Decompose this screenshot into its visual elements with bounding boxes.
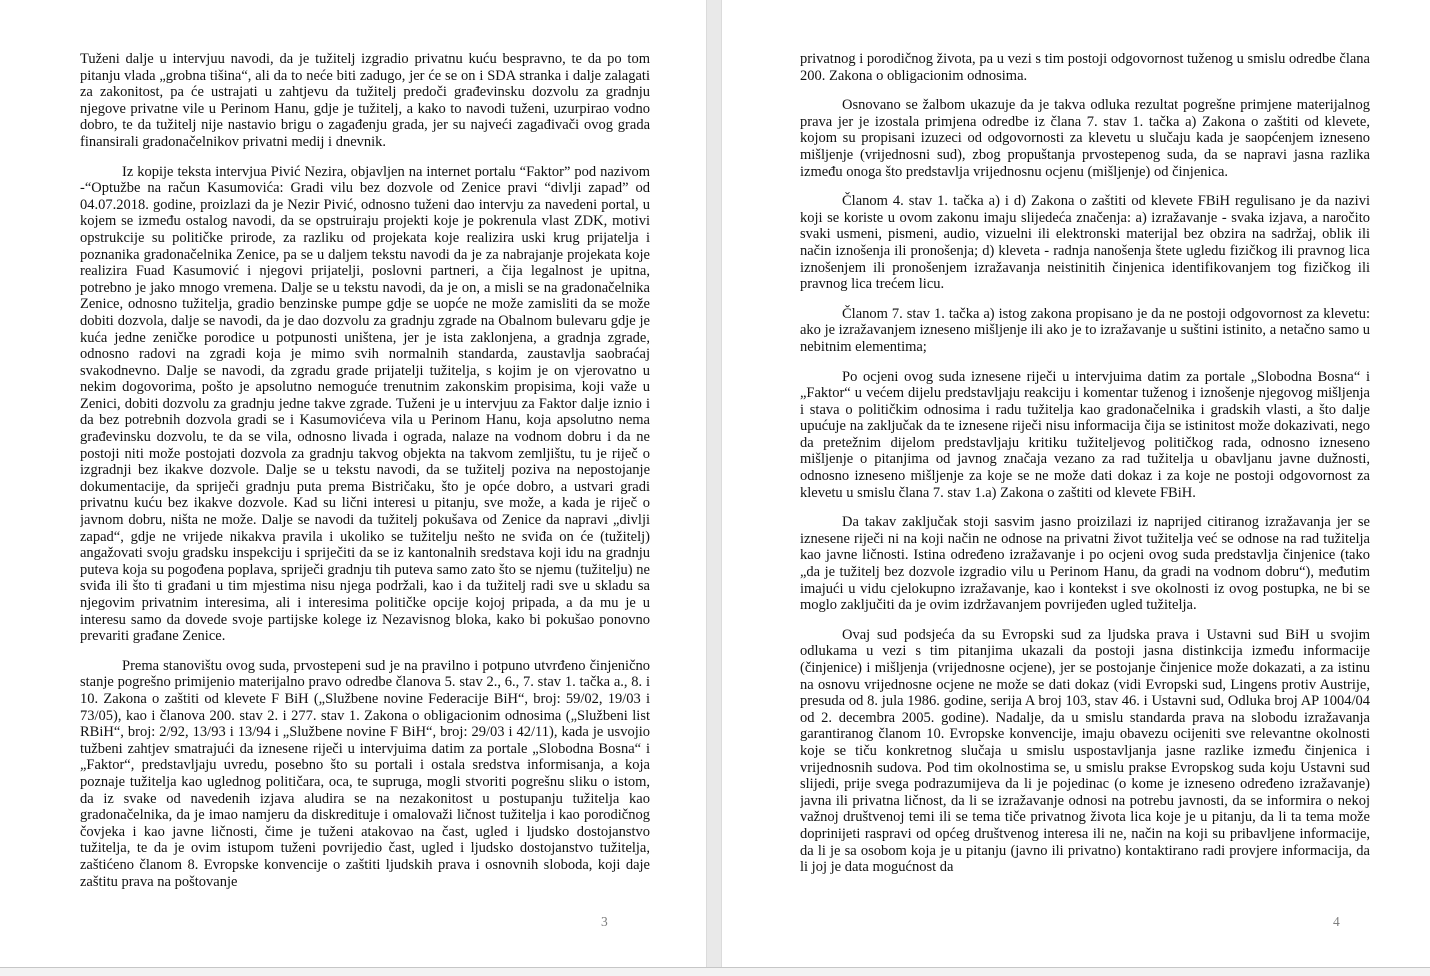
paragraph: Prema stanovištu ovog suda, prvostepeni sud je na pravilno i potpuno utvrđeno činjenično stanje pogrešno primijenio materijalno pravo odredbe članova 5. stav 2., 6., 7. stav 1. tačka a., 8. i 10. Zakona o zaštiti od klevete F BiH („Službene novine Federacije BiH“, broj: 59/02, 19/03 i 73/05), kao i članova 200. stav 2. i 277. stav 1. Zakona o obligacionim odnosima („Službeni list RBiH“, broj: 2/92, 13/93 i 13/94 i „Službene novine F BiH“, broj: 29/03 i 42/11), kada je usvojio tužbeni zahtjev smatrajući da iznesene riječi u intervjuima datim za portale „Slobodna Bosna“ i „Faktor“, predstavljaju uvredu, posebno što su portali i ostala sredstva informisanja, a koja poznaje tužitelja kao uglednog političara, oca, te supruga, mogli stvoriti pogrešnu sliku o istom, da iz svake od navedenih izjava aludira se na nezakonitost u postupanju tužitelja kao gradonačelnika, da je imao namjeru da diskredituje i omalovaži ličnost tužitelja i kao porodičnog čovjeka i kao javne ličnosti, čime je tuženi atakovao na čast, ugled i ljudsko dostojanstvo tužitelja, te da je ovim istupom tuženi povrijedio čast, ugled i ljudsko dostojanstvo tužitelja, zaštićeno članom 8. Evropske konvencije o zaštiti ljudskih prava i osnovnih sloboda, koji daje zaštitu prava na poštovanje	[80, 657, 650, 890]
page-4-number: 4	[1333, 914, 1340, 929]
paragraph: Ovaj sud podsjeća da su Evropski sud za ljudska prava i Ustavni sud BiH u svojim odlukama u vezi s tim pitanjima ukazali da postoji jasna distinkcija između informacije (činjenice) i mišljenja (vrijednosne ocjene), jer se postojanje činjenice može dokazati, a za istinu na osnovu vrijednosne ocjene ne može se dati dokaz (vidi Evropski sud, Lingens protiv Austrije, presuda od 8. jula 1986. godine, serija A broj 103, stav 46. i Ustavni sud, Odluka broj AP 1004/04 od 2. decembra 2005. godine). Nadalje, da u smislu standarda prava na slobodu izražavanja garantiranog članom 10. Evropske konvencije, imaju obavezu ocijeniti sve relevantne okolnosti koje se tiču konkretnog slučaja u smislu uspostavljanja jasne razlike između činjenica i vrijednosnih sudova. Pod tim okolnostima se, u smislu prakse Evropskog suda koju Ustavni sud slijedi, prije svega podrazumijeva da li je pojedinac (o kome je izneseno određeno izražavanje) javna ili privatna ličnost, da li se izražavanje odnosi na potrebu javnosti, da se informira o nekoj važnoj društvenoj temi ili se tema tiče privatnog života lica koje je u pitanju, da li ta tema može doprinijeti raspravi od općeg društvenog interesa ili ne, način na koji su pribavljene informacije, da li je sa osobom koja je u pitanju (javno ili privatno) kontaktirano radi provjere informacija, da li joj je data mogućnost da	[800, 626, 1370, 876]
page-3	[0, 0, 706, 967]
viewer-bottom-gap	[0, 968, 1430, 976]
paragraph: Tuženi dalje u intervjuu navodi, da je tužitelj izgradio privatnu kuću bespravno, te da po tom pitanju vlada „grobna tišina“, ali da to neće biti zadugo, jer će se on i SDA stranka i dalje zalagati za zakonitost, pa će ustrajati u zahtjevu da tužitelj predoči građevinsku dozvolu za gradnju njegove privatne vile u Perinom Hanu, gdje je tužitelj, a kako to navodi tuženi, uzurpirao vodno dobro, te da tužitelj nije nastavio brigu o zagađenju grada, jer su najveći zagađivači ovog grada finansirali gradonačelnikov privatni medij i dnevnik.	[80, 51, 650, 150]
paragraph: Iz kopije teksta intervjua Pivić Nezira, objavljen na internet portalu “Faktor” pod nazivom -“Optužbe na račun Kasumovića: Gradi vilu bez dozvole od Zenice pravi “divlji zapad” od 04.07.2018. godine, proizlazi da je Nezir Pivić, odnosno tuženi dao intervju za navedeni portal, u kojem se između ostalog navodi, da se opstruiraju projekti koje je pokrenula vlast ZDK, motivi opstrukcije su političke prirode, za razliku od projekata koje realizira uski krug prijatelja i poznanika gradonačelnika Zenice, pa se u daljem tekstu navodi da je za nabrajanje projekata koje realizira Fuad Kasumović i njegovi prijatelji, poslovni partneri, a čija legalnost je upitna, potrebno je jako mnogo vremena. Dalje se u tekstu navodi, da je on, a misli se na gradonačelnika Zenice, odnosno tužitelja, gradio benzinske pumpe gdje se uopće ne može zamisliti da se može dobiti dozvola, dalje se navodi, da je dao dozvolu za gradnju zgrade na Obalnom bulevaru gdje je kuća jedne zeničke porodice u potpunosti uništena, jer je ista zaklonjena, a gradnja zgrade, odnosno radovi na zgradi koja je mimo svih normalnih standarda, zaustavlja saobraćaj svakodnevno. Dalje se navodi, da zgradu grade prijatelji tužitelja, s kojim je on vjerovatno u nekim dogovorima, pošto je apsolutno nemoguće trenutnim zakonskim propisima, koji važe u Zenici, dobiti dozvolu za gradnju jedne takve zgrade. Tuženi je u intervjuu za Faktor dalje iznio i da bez potrebnih dozvola gradi se i Kasumovićeva vila u Perinom Hanu, koja apsolutno nema građevinsku dozvolu, te da se vila, odnosno livada i ograda, nalaze na vodnom dobru i da ne postoji niti može postojati dozvola za gradnju takvog objekta na takvom zemljištu, tu je riječ o izgradnji bez ikakve dozvole. Dalje se u tekstu navodi, da se tužitelj poziva na nepostojanje dokumentacije, da spriječi gradnju puta prema Bistričaku, što je opće dobro, a ustvari gradi privatnu kuću bez ikakve dozvole. Kad su lični interesi u pitanju, sve može, a kada je riječ o javnom dobru, ništa ne može. Dalje se navodi da tužitelj pokušava od Zenice da napravi „divlji zapad“, gdje ne vrijede nikakva pravila i ukoliko se tužitelju nešto ne sviđa on će (tužitelj) angažovati svoju gradsku inspekciju i spriječiti da se iz kantonalnih sredstava koji idu na gradnju puteva koja su pogođena poplava, spriječi gradnju tih puteva samo zato što se njemu (tužitelju) ne sviđa ili što ti građani u tim mjestima nisu njega podržali, kao i da tužitelj radi sve u skladu sa njegovim privatnim interesima, ali i interesima političke opcije kojoj pripada, a da mu je u interesu samo da dovede svoje partijske kolege iz Nezavisnog bloka, kako bi pokušao ponovno prevariti građane Zenice.	[80, 163, 650, 645]
paragraph: privatnog i porodičnog života, pa u vezi s tim postoji odgovornost tuženog u smislu odredbe člana 200. Zakona o obligacionim odnosima.	[800, 51, 1370, 84]
page-4-content	[800, 51, 1370, 915]
paragraph: Članom 4. stav 1. tačka a) i d) Zakona o zaštiti od klevete FBiH regulisano je da nazivi koji se koriste u ovom zakonu imaju slijedeća značenja: a) izražavanje - svaka izjava, a naročito svaki usmeni, pismeni, audio, vizuelni ili elektronski materijal bez obzira na sadržaj, oblik ili način iznošenja ili pronošenja; d) kleveta - radnja nanošenja štete ugledu fizičkog ili pravnog lica iznošenjem ili pronošenjem izražavanja neistinitih činjenica identifikovanjem tog fizičkog ili pravnog lica trećem licu.	[800, 193, 1370, 293]
paragraph: Članom 7. stav 1. tačka a) istog zakona propisano je da ne postoji odgovornost za klevetu: ako je izražavanjem izneseno mišljenje ili ako je to izražavanje u suštini istinito, a netačno samo u nebitnim elementima;	[800, 305, 1370, 355]
page-4	[722, 0, 1430, 967]
paragraph: Po ocjeni ovog suda iznesene riječi u intervjuima datim za portale „Slobodna Bosna“ i „Faktor“ u većem dijelu predstavljaju reakciju i komentar tuženog i iznošenje njegovog mišljenja i stava o političkim odnosima i radu tužitelja kao gradonačelnika i gradskih vlasti, a što dalje upućuje na zaključak da te iznesene riječi nisu informacija čija se istinitost može dokazivati, nego da pretežnim dijelom predstavljaju kritiku tužiteljevog političkog rada, odnosno izneseno mišljenje o pitanjima od javnog značaja vezano za rad tužitelja u obavljanu javne dužnosti, odnosno izneseno mišljenje za koje se ne može dati dokaz i za koje ne postoji odgovornost za klevetu u smislu člana 7. stav 1.a) Zakona o zaštiti od klevete FBiH.	[800, 368, 1370, 501]
paragraph: Osnovano se žalbom ukazuje da je takva odluka rezultat pogrešne primjene materijalnog prava jer je izostala primjena odredbe iz člana 7. stav 1. tačka a) Zakona o zaštiti od klevete, kojom su propisani izuzeci od odgovornosti za klevetu u slučaju kada je saopćenjem izneseno mišljenje (vrijednosni sud), zbog propuštanja prvostepenog suda, da se napravi jasna razlika između onoga što predstavlja vrijednosnu ocjenu (mišljenje) od činjenica.	[800, 97, 1370, 180]
page-3-number: 3	[601, 914, 608, 929]
paragraph: Da takav zaključak stoji sasvim jasno proizilazi iz naprijed citiranog izražavanja jer se iznesene riječi ni na koji način ne odnose na privatni život tužitelja već se odnose na rad tužitelja kao javne ličnosti. Istina određeno izražavanje i po ocjeni ovog suda predstavlja činjenice (tako „da je tužitelj bez dozvole izgradio vilu u Perinom Hanu, da gradi na vodnom dobru“), međutim imajući u vidu cjelokupno izražavanje, kao i kontekst i sve okolnosti iz ovog postupka, ne bi se moglo zaključiti da je ovim izdržavanjem povrijeđen ugled tužitelja.	[800, 514, 1370, 614]
page-3-content	[80, 51, 650, 915]
page-gutter	[706, 0, 722, 967]
